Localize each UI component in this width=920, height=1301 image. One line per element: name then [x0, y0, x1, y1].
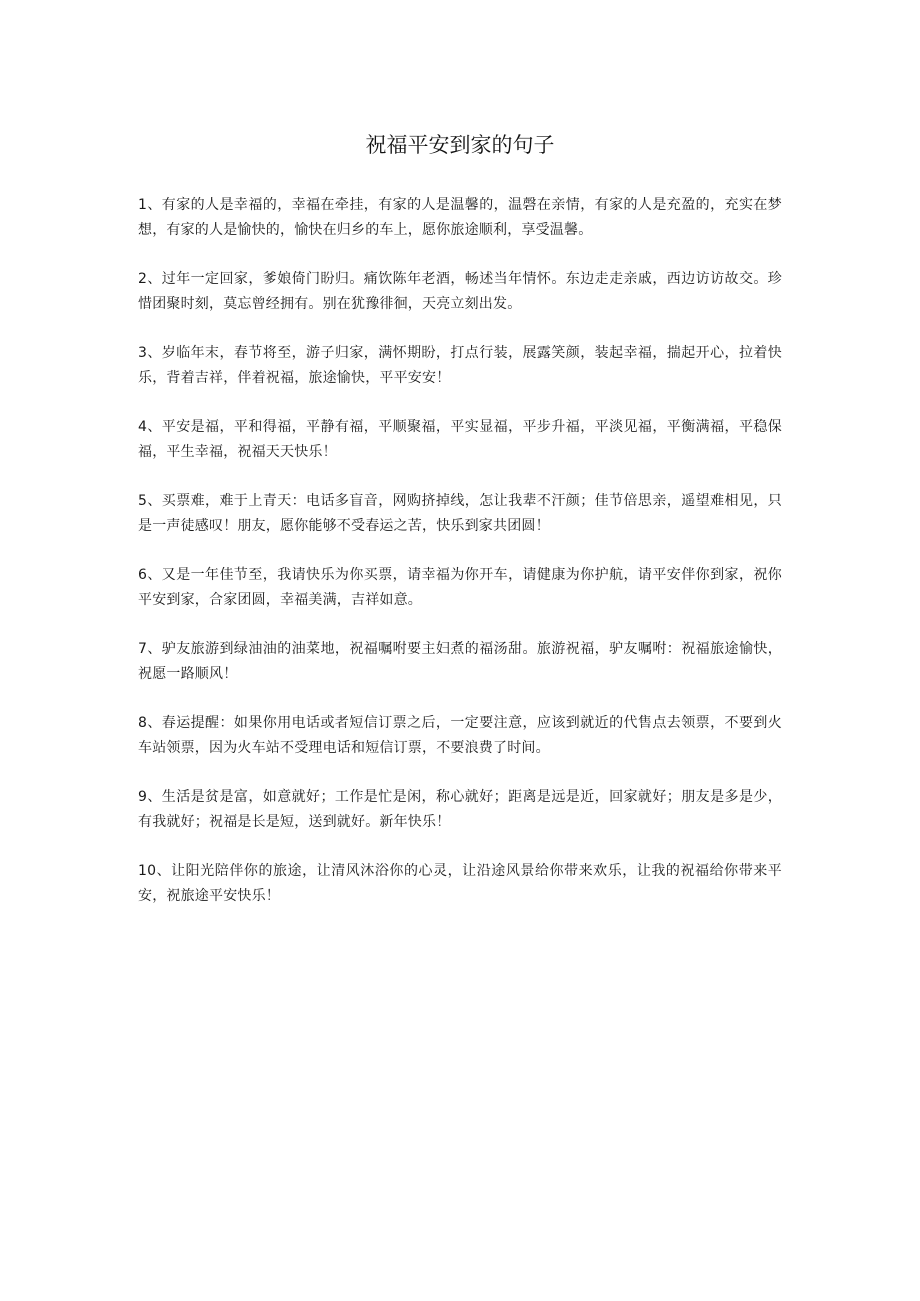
document-title: 祝福平安到家的句子	[365, 133, 555, 157]
paragraph-10: 10、让阳光陪伴你的旅途，让清风沐浴你的心灵，让沿途风景给你带来欢乐，让我的祝福给你带来平安，祝旅途平安快乐！	[138, 863, 782, 904]
paragraph-7: 7、驴友旅游到绿油油的油菜地，祝福嘱咐要主妇煮的福汤甜。旅游祝福，驴友嘱咐：祝福旅途愉快，祝愿一路顺风！	[138, 641, 782, 682]
paragraph-9: 9、生活是贫是富，如意就好；工作是忙是闲，称心就好；距离是远是近，回家就好；朋友是多是少，有我就好；祝福是长是短，送到就好。新年快乐！	[138, 789, 782, 830]
paragraph-5: 5、买票难，难于上青天：电话多盲音，网购挤掉线，怎让我辈不汗颜；佳节倍思亲，遥望难相见，只是一声徒感叹！朋友，愿你能够不受春运之苦，快乐到家共团圆！	[138, 493, 782, 534]
paragraph-4: 4、平安是福，平和得福，平静有福，平顺聚福，平实显福，平步升福，平淡见福，平衡满福，平稳保福，平生幸福，祝福天天快乐！	[138, 419, 782, 460]
paragraph-3: 3、岁临年末，春节将至，游子归家，满怀期盼，打点行装，展露笑颜，装起幸福，揣起开心，拉着快乐，背着吉祥，伴着祝福，旅途愉快，平平安安！	[138, 345, 782, 386]
paragraph-8: 8、春运提醒：如果你用电话或者短信订票之后，一定要注意，应该到就近的代售点去领票，不要到火车站领票，因为火车站不受理电话和短信订票，不要浪费了时间。	[138, 715, 782, 756]
paragraph-1: 1、有家的人是幸福的，幸福在牵挂，有家的人是温馨的，温磬在亲情，有家的人是充盈的，充实在梦想，有家的人是愉快的，愉快在归乡的车上，愿你旅途顺利，享受温馨。	[138, 197, 782, 238]
paragraph-6: 6、又是一年佳节至，我请快乐为你买票，请幸福为你开车，请健康为你护航，请平安伴你到家，祝你平安到家，合家团圆，幸福美满，吉祥如意。	[138, 567, 782, 608]
paragraph-2: 2、过年一定回家，爹娘倚门盼归。痛饮陈年老酒，畅述当年情怀。东边走走亲戚，西边访访故交。珍惜团聚时刻，莫忘曾经拥有。别在犹豫徘徊，天亮立刻出发。	[138, 271, 782, 312]
document-body	[138, 193, 782, 933]
